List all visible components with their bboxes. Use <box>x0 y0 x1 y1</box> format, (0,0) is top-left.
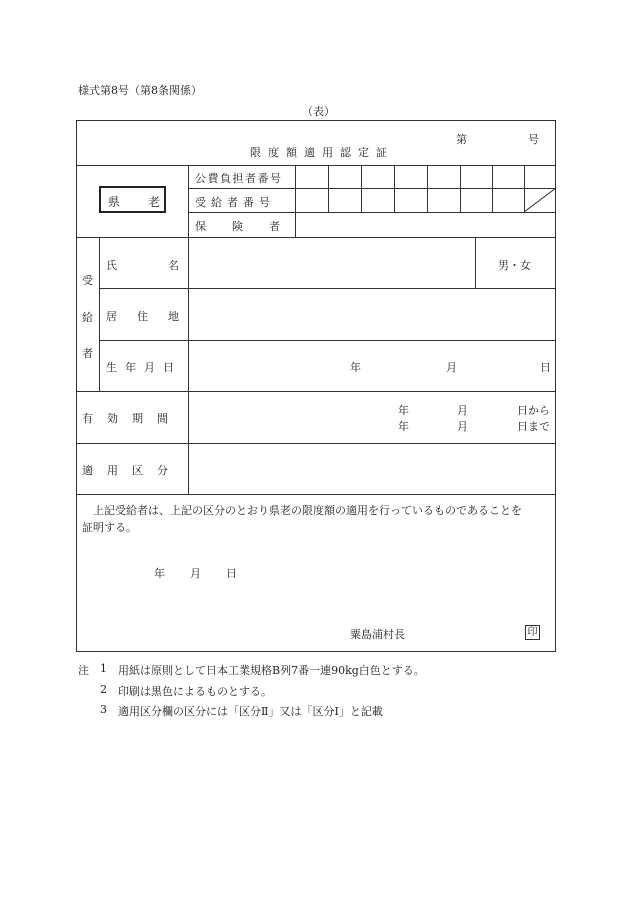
void-cell-slash <box>524 188 556 212</box>
divider-recipient-number <box>188 212 556 213</box>
number-go: 号 <box>528 133 539 146</box>
birth-year-unit: 年 <box>350 361 361 374</box>
digit-divider <box>328 165 329 212</box>
public-payer-label: 公費負担者番号 <box>195 172 283 185</box>
note-3-number: 3 <box>100 703 107 716</box>
divider-recipient <box>76 391 556 392</box>
number-dai: 第 <box>456 133 467 146</box>
validity-to-suffix: 日まで <box>517 420 550 433</box>
cert-date-year: 年 <box>154 567 165 580</box>
birth-month-unit: 月 <box>446 361 457 374</box>
address-label: 居住地 <box>106 310 199 323</box>
certificate-title: 限度額適用認定証 <box>250 146 394 159</box>
label-column-divider <box>188 165 189 494</box>
sex-column-divider <box>475 237 476 288</box>
sex-value: 男・女 <box>498 259 531 272</box>
digit-divider <box>427 165 428 212</box>
validity-from-month: 月 <box>457 404 468 417</box>
divider-title <box>76 165 556 166</box>
certification-line-2: 証明する。 <box>82 521 137 534</box>
digit-divider <box>460 165 461 212</box>
note-3-text: 適用区分欄の区分には「区分Ⅱ」又は「区分Ⅰ」と記載 <box>118 705 383 718</box>
note-2-text: 印刷は黒色によるものとする。 <box>118 685 272 698</box>
certification-line-1: 上記受給者は、上記の区分のとおり県老の限度額の適用を行っているものであることを <box>93 504 522 517</box>
recipient-group-char-2: 給 <box>82 311 93 324</box>
birth-day-unit: 日 <box>540 361 551 374</box>
notes-prefix: 注 <box>78 664 89 677</box>
note-1-number: 1 <box>100 662 107 675</box>
cert-date-day: 日 <box>226 567 237 580</box>
ken-label: 県 <box>108 195 121 209</box>
insurer-label: 保険者 <box>195 220 306 233</box>
recipient-group-divider <box>99 237 100 391</box>
validity-to-month: 月 <box>457 420 468 433</box>
digit-divider <box>394 165 395 212</box>
digit-divider <box>492 165 493 212</box>
validity-to-year: 年 <box>398 420 409 433</box>
divider-payer <box>188 188 556 189</box>
divider-validity <box>76 443 556 444</box>
digit-divider <box>361 165 362 212</box>
divider-insurer-block <box>76 237 556 238</box>
divider-address <box>99 340 556 341</box>
side-label: （表） <box>302 105 335 118</box>
note-1-text: 用紙は原則として日本工業規格B列7番一連90kg白色とする。 <box>118 664 425 677</box>
recipient-group-char-3: 者 <box>82 347 93 360</box>
note-2-number: 2 <box>100 683 107 696</box>
cert-date-month: 月 <box>190 567 201 580</box>
birthdate-label: 生年月日 <box>106 361 182 374</box>
validity-from-year: 年 <box>398 404 409 417</box>
validity-label: 有効期間 <box>82 412 182 425</box>
ro-label: 老 <box>148 195 161 209</box>
divider-name <box>99 288 556 289</box>
recipient-number-label: 受給者番号 <box>195 196 275 209</box>
issuer-name: 粟島浦村長 <box>350 628 405 641</box>
validity-from-suffix: 日から <box>517 404 550 417</box>
name-label: 氏名 <box>106 259 230 272</box>
recipient-group-char-1: 受 <box>82 274 93 287</box>
divider-category <box>76 494 556 495</box>
seal-mark: 印 <box>525 625 540 640</box>
form-number: 様式第8号（第8条関係） <box>78 84 202 97</box>
category-label: 適用区分 <box>82 464 182 477</box>
